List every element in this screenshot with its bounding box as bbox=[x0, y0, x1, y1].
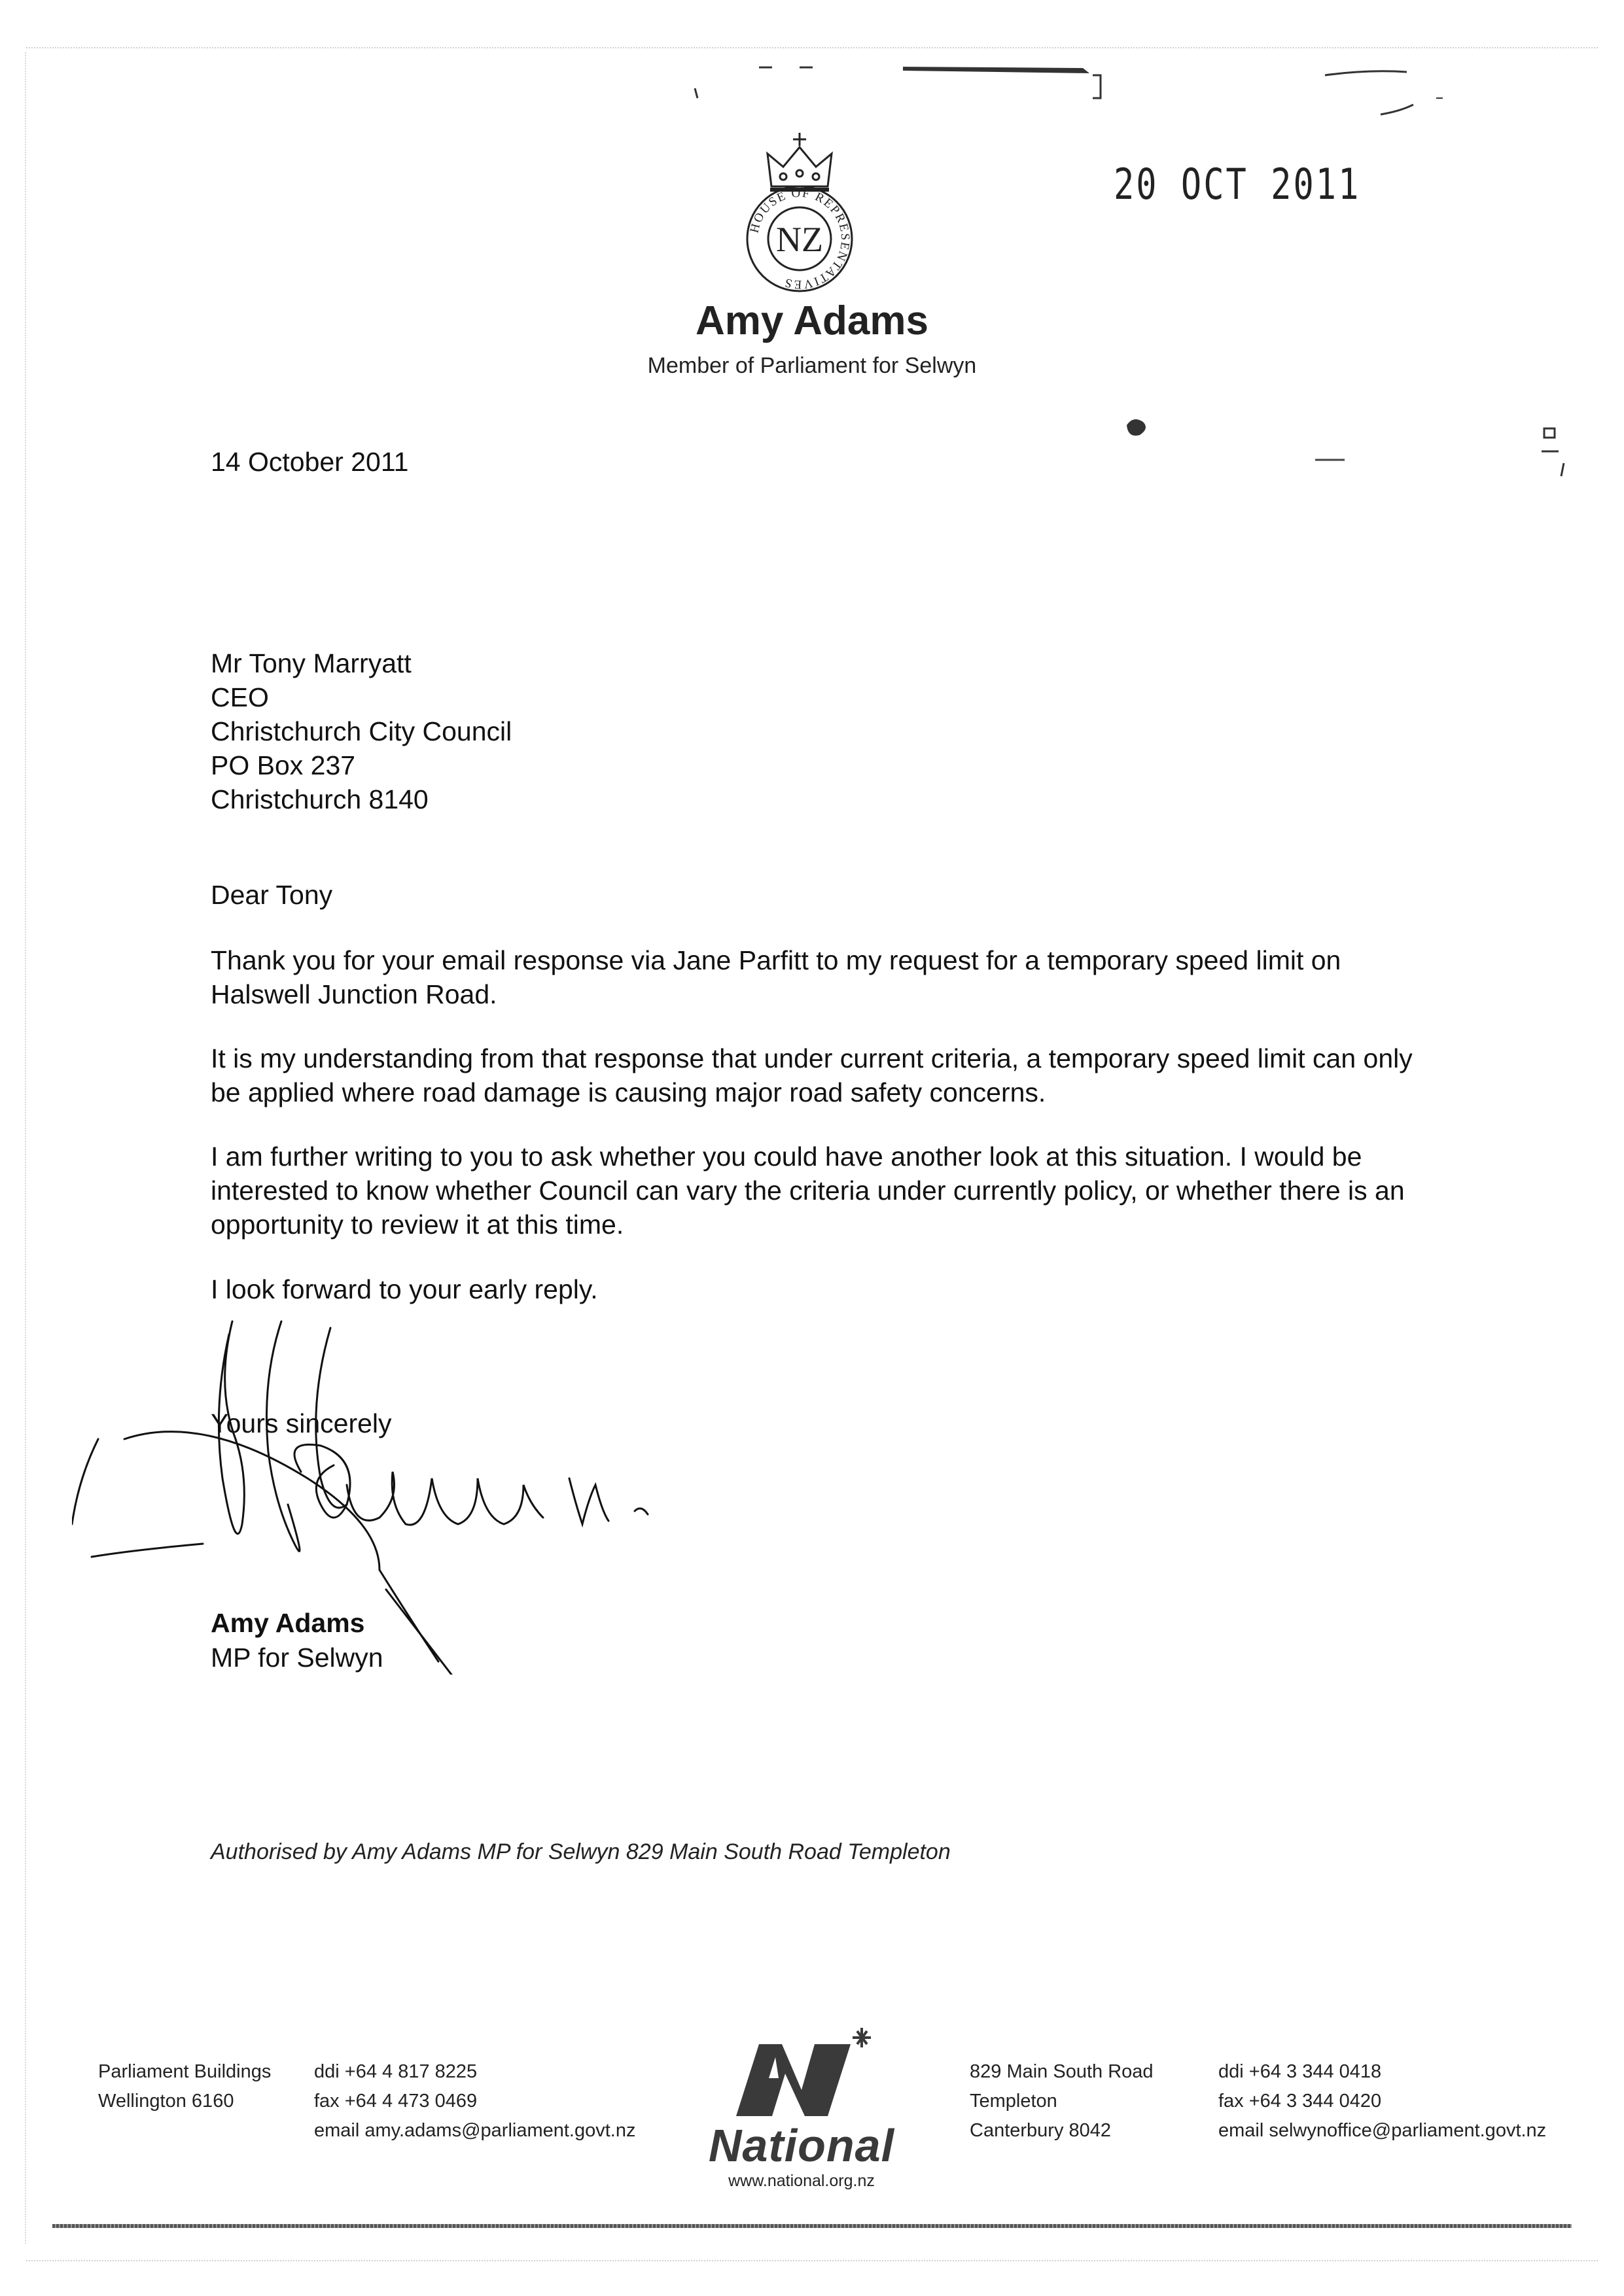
signer-name: Amy Adams bbox=[211, 1608, 365, 1638]
address-line: 829 Main South Road bbox=[970, 2061, 1154, 2082]
national-party-logo-icon bbox=[710, 2018, 893, 2126]
recipient-line: Christchurch 8140 bbox=[211, 784, 429, 814]
scan-edge-top bbox=[26, 47, 1598, 48]
authorisation-statement: Authorised by Amy Adams MP for Selwyn 829 Main South Road Templeton bbox=[211, 1839, 951, 1864]
body-paragraph: Thank you for your email response via Jane Parfitt to my request for a temporary speed limit on Halswell Junction Road. bbox=[211, 945, 1341, 1009]
svg-text:HOUSE OF REPRESENTATIVES: HOUSE OF REPRESENTATIVES bbox=[747, 186, 853, 292]
party-website-link[interactable]: www.national.org.nz bbox=[728, 2172, 875, 2190]
address-line: Templeton bbox=[970, 2091, 1057, 2112]
recipient-line: Mr Tony Marryatt bbox=[211, 648, 412, 678]
scan-edge-bottom bbox=[26, 2260, 1598, 2261]
address-line: Canterbury 8042 bbox=[970, 2120, 1112, 2141]
handwritten-signature-icon bbox=[72, 1308, 759, 1675]
address-line: Parliament Buildings bbox=[98, 2061, 272, 2082]
received-date-stamp: 20 OCT 2011 bbox=[1114, 160, 1361, 209]
wellington-address bbox=[98, 2057, 271, 2116]
signer-title: MP for Selwyn bbox=[211, 1643, 383, 1673]
wellington-contact bbox=[314, 2057, 636, 2146]
letter-date: 14 October 2011 bbox=[211, 447, 409, 477]
recipient-line: Christchurch City Council bbox=[211, 716, 512, 746]
body-paragraph: I am further writing to you to ask whether you could have another look at this situation. I would be interested to know whether Council can vary the criteria under currently policy, or whether there is an opportunity to review it at this time. bbox=[211, 1141, 1405, 1240]
phone-fax: fax +64 3 344 0420 bbox=[1218, 2091, 1382, 2112]
email-address: email selwynoffice@parliament.govt.nz bbox=[1218, 2120, 1547, 2141]
electorate-contact bbox=[1218, 2057, 1546, 2146]
phone-ddi: ddi +64 3 344 0418 bbox=[1218, 2061, 1382, 2082]
phone-fax: fax +64 4 473 0469 bbox=[314, 2091, 478, 2112]
house-of-representatives-crest-icon bbox=[731, 114, 868, 294]
salutation: Dear Tony bbox=[211, 880, 333, 910]
letterhead-subtitle: Member of Parliament for Selwyn bbox=[647, 353, 977, 378]
phone-ddi: ddi +64 4 817 8225 bbox=[314, 2061, 478, 2082]
party-name: National bbox=[708, 2120, 895, 2171]
body-paragraph: It is my understanding from that response that under current criteria, a temporary speed limit can only be applied where road damage is causing major road safety concerns. bbox=[211, 1043, 1413, 1107]
scan-edge-left bbox=[25, 52, 26, 2244]
recipient-line: PO Box 237 bbox=[211, 750, 356, 780]
letterhead-name: Amy Adams bbox=[695, 298, 929, 343]
electorate-address bbox=[970, 2057, 1154, 2146]
closing: Yours sincerely bbox=[211, 1408, 392, 1438]
recipient-address bbox=[211, 646, 512, 816]
address-line: Wellington 6160 bbox=[98, 2091, 234, 2112]
body-paragraph: I look forward to your early reply. bbox=[211, 1274, 598, 1304]
email-address: email amy.adams@parliament.govt.nz bbox=[314, 2120, 636, 2141]
recipient-line: CEO bbox=[211, 682, 269, 712]
footer-rule bbox=[52, 2224, 1572, 2228]
svg-text:NZ: NZ bbox=[776, 220, 823, 259]
